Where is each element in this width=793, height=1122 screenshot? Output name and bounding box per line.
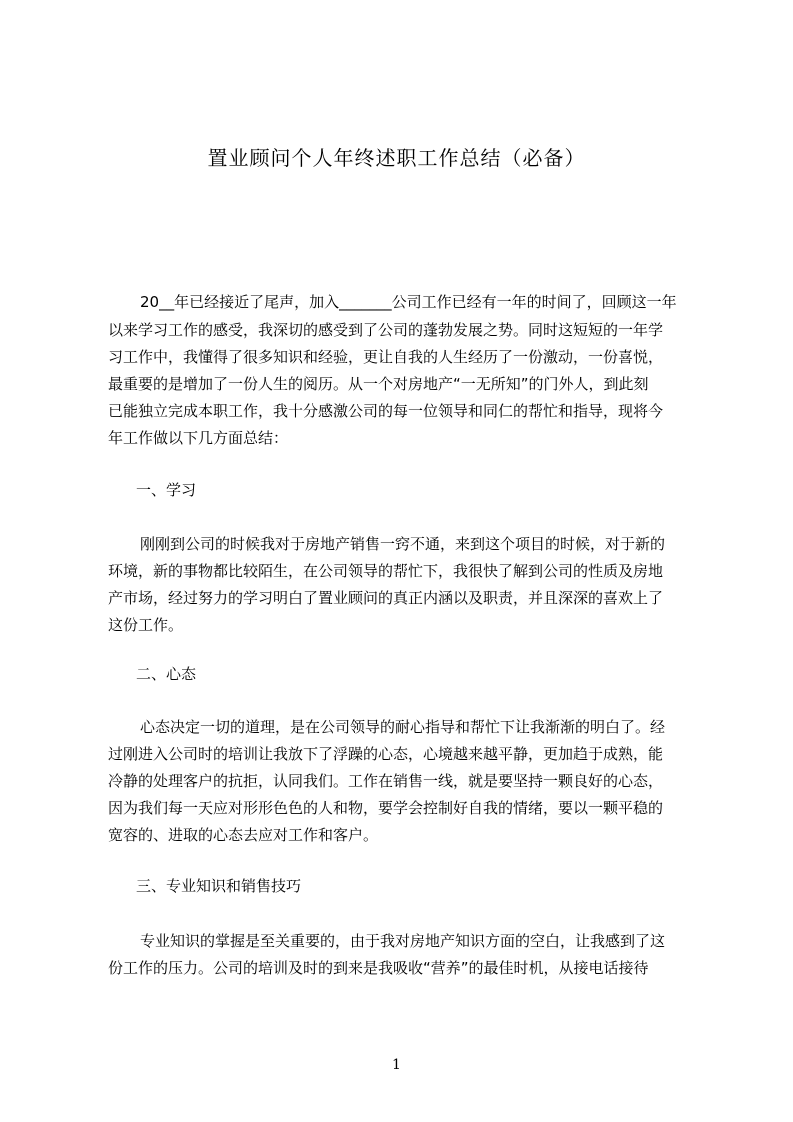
section2-line-1: 心态决定一切的道理，是在公司领导的耐心指导和帮忙下让我渐渐的明白了。经 [140, 718, 666, 736]
section2-line-4: 因为我们每一天应对形形色色的人和物，要学会控制好自我的情绪，要以一颗平稳的 [108, 799, 664, 817]
intro-line-1: 20__年已经接近了尾声，加入_______公司工作已经有一年的时间了，回顾这一年 [140, 293, 677, 311]
section-heading-mindset: 二、心态 [136, 665, 197, 683]
section2-line-2: 过刚进入公司时的培训让我放下了浮躁的心态，心境越来越平静，更加趋于成熟，能 [108, 745, 664, 763]
section3-line-1: 专业知识的掌握是至关重要的，由于我对房地产知识方面的空白，让我感到了这 [140, 932, 666, 950]
section2-line-3: 冷静的处理客户的抗拒，认同我们。工作在销售一线，就是要坚持一颗良好的心态， [108, 772, 664, 790]
intro-line-2: 以来学习工作的感受，我深切的感受到了公司的蓬勃发展之势。同时这短短的一年学 [108, 321, 664, 339]
section1-line-4: 这份工作。 [108, 616, 184, 634]
section1-line-2: 环境，新的事物都比较陌生，在公司领导的帮忙下，我很快了解到公司的性质及房地 [108, 562, 664, 580]
intro-line-5: 已能独立完成本职工作，我十分感激公司的每一位领导和同仁的帮忙和指导，现将今 [108, 402, 664, 420]
section1-line-1: 刚刚到公司的时候我对于房地产销售一窍不通，来到这个项目的时候，对于新的 [140, 535, 666, 553]
section2-line-5: 宽容的、进取的心态去应对工作和客户。 [108, 826, 379, 844]
page-number: 1 [392, 1057, 401, 1073]
intro-line-3: 习工作中，我懂得了很多知识和经验，更让自我的人生经历了一份激动，一份喜悦， [108, 348, 664, 366]
section3-line-2: 份工作的压力。公司的培训及时的到来是我吸收“营养”的最佳时机，从接电话接待 [108, 959, 649, 977]
section-heading-skills: 三、专业知识和销售技巧 [136, 877, 302, 895]
section1-line-3: 产市场，经过努力的学习明白了置业顾问的真正内涵以及职责，并且深深的喜欢上了 [108, 589, 664, 607]
intro-line-6: 年工作做以下几方面总结： [108, 429, 289, 447]
document-title: 置业顾问个人年终述职工作总结（必备） [207, 146, 586, 170]
section-heading-study: 一、学习 [136, 481, 197, 499]
intro-line-4: 最重要的是增加了一份人生的阅历。从一个对房地产“一无所知”的门外人，到此刻 [108, 375, 649, 393]
